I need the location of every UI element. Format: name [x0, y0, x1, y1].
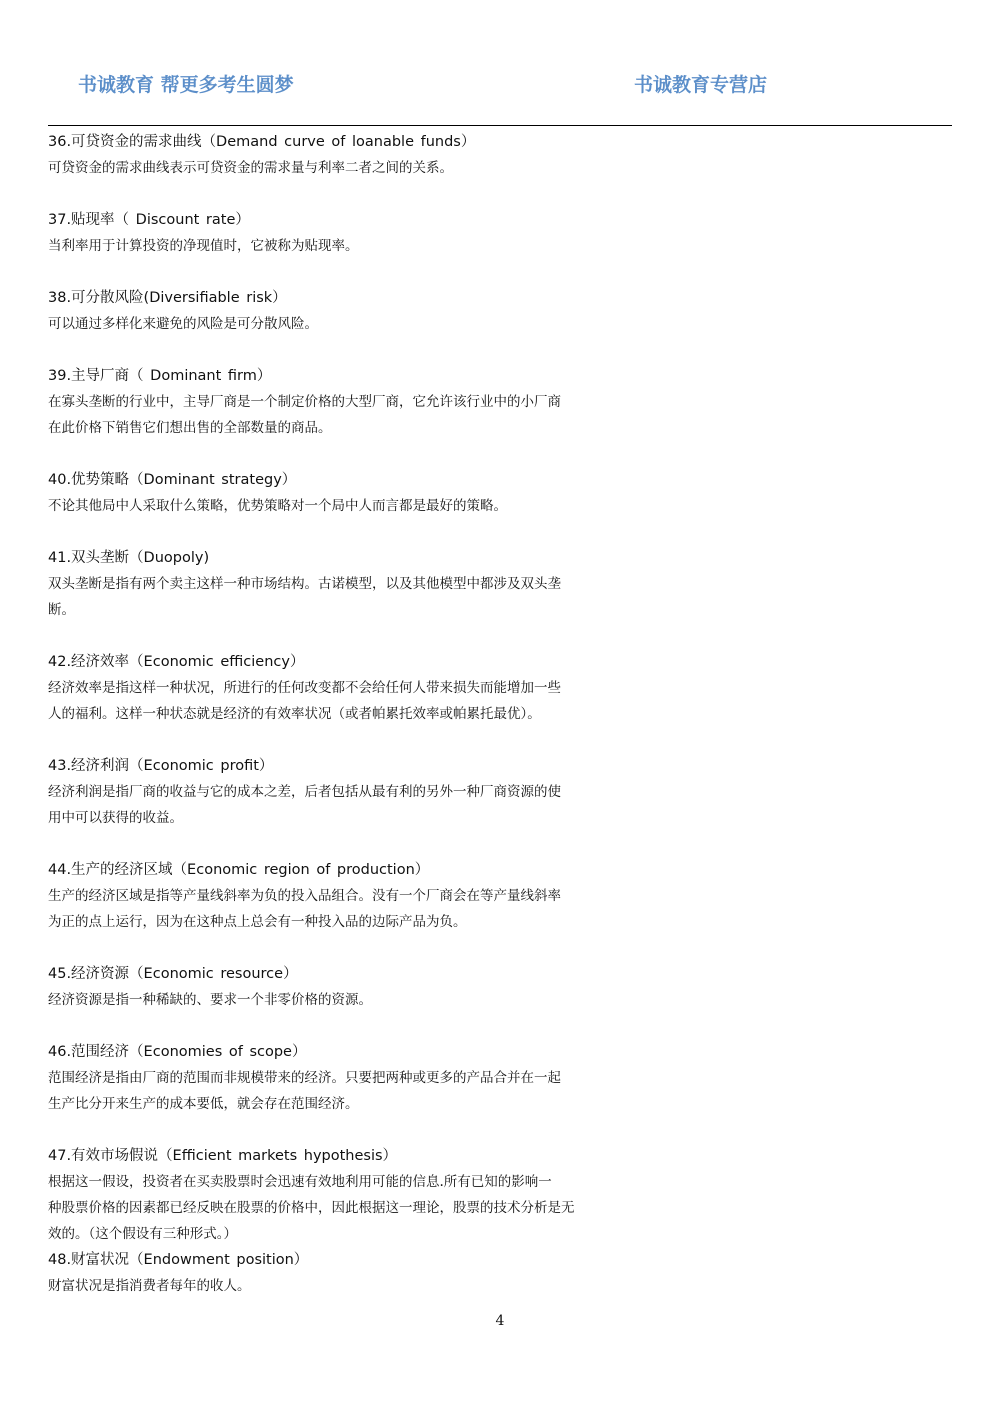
definition-line: 种股票价格的因素都已经反映在股票的价格中，因此根据这一理论，股票的技术分析是无: [48, 1200, 575, 1216]
definition-line: 在寡头垄断的行业中，主导厂商是一个制定价格的大型厂商，它允许该行业中的小厂商: [48, 394, 561, 410]
definition-line: 断。: [48, 602, 75, 618]
entry-term: 37.贴现率（ Discount rate）: [48, 212, 250, 228]
definition-line: 经济资源是指一种稀缺的、要求一个非零价格的资源。: [48, 992, 372, 1008]
page-header: [0, 70, 1000, 104]
entry-term: 43.经济利润（Economic profit）: [48, 758, 274, 774]
entry-definition: [48, 311, 648, 337]
header-divider: [48, 125, 952, 126]
definition-line: 不论其他局中人采取什么策略，优势策略对一个局中人而言都是最好的策略。: [48, 498, 507, 514]
definition-line: 效的。（这个假设有三种形式。）: [48, 1226, 237, 1242]
entry-definition: [48, 233, 648, 259]
entry-term: 38.可分散风险(Diversifiable risk）: [48, 290, 287, 306]
header-slogan: 书诚教育 帮更多考生圆梦: [78, 74, 294, 96]
entry-term: 44.生产的经济区域（Economic region of production）: [48, 862, 430, 878]
glossary-entry-45: [48, 961, 648, 1013]
glossary-entry-42: [48, 649, 648, 727]
entry-term: 42.经济效率（Economic efficiency）: [48, 654, 305, 670]
definition-line: 根据这一假设，投资者在买卖股票时会迅速有效地利用可能的信息.所有已知的影响一: [48, 1174, 552, 1190]
entry-definition: [48, 1169, 648, 1247]
entry-term: 45.经济资源（Economic resource）: [48, 966, 298, 982]
entry-definition: [48, 1065, 648, 1117]
entry-term: 41.双头垄断（Duopoly): [48, 550, 210, 566]
entry-definition: [48, 883, 648, 935]
entry-definition: [48, 571, 648, 623]
glossary-entry-39: [48, 363, 648, 441]
glossary-entry-46: [48, 1039, 648, 1117]
definition-line: 双头垄断是指有两个卖主这样一种市场结构。古诺模型，以及其他模型中都涉及双头垄: [48, 576, 561, 592]
definition-line: 经济效率是指这样一种状况，所进行的任何改变都不会给任何人带来损失而能增加一些: [48, 680, 561, 696]
definition-line: 财富状况是指消费者每年的收人。: [48, 1278, 251, 1294]
entry-term: 48.财富状况（Endowment position）: [48, 1252, 309, 1268]
glossary-entry-41: [48, 545, 648, 623]
definition-line: 生产的经济区域是指等产量线斜率为负的投入品组合。没有一个厂商会在等产量线斜率: [48, 888, 561, 904]
page-number: 4: [495, 1313, 505, 1329]
entry-definition: [48, 389, 648, 441]
definition-line: 人的福利。这样一种状态就是经济的有效率状况（或者帕累托效率或帕累托最优）。: [48, 706, 541, 722]
entry-term: 47.有效市场假说（Efficient markets hypothesis）: [48, 1148, 398, 1164]
entry-term: 46.范围经济（Economies of scope）: [48, 1044, 307, 1060]
definition-line: 可贷资金的需求曲线表示可贷资金的需求量与利率二者之间的关系。: [48, 160, 453, 176]
definition-line: 用中可以获得的收益。: [48, 810, 183, 826]
definition-line: 生产比分开来生产的成本要低，就会存在范围经济。: [48, 1096, 359, 1112]
glossary-entry-38: [48, 285, 648, 337]
definition-line: 范围经济是指由厂商的范围而非规模带来的经济。只要把两种或更多的产品合并在一起: [48, 1070, 561, 1086]
definition-line: 可以通过多样化来避免的风险是可分散风险。: [48, 316, 318, 332]
glossary-entry-47: [48, 1143, 648, 1247]
definition-line: 经济利润是指厂商的收益与它的成本之差，后者包括从最有利的另外一种厂商资源的使: [48, 784, 561, 800]
glossary-content: [48, 129, 648, 1299]
glossary-entry-43: [48, 753, 648, 831]
entry-term: 40.优势策略（Dominant strategy）: [48, 472, 297, 488]
glossary-entry-36: [48, 129, 648, 181]
glossary-entry-44: [48, 857, 648, 935]
entry-definition: [48, 1273, 648, 1299]
glossary-entry-37: [48, 207, 648, 259]
entry-definition: [48, 779, 648, 831]
entry-term: 36.可贷资金的需求曲线（Demand curve of loanable funds）: [48, 134, 476, 150]
entry-definition: [48, 493, 648, 519]
entry-term: 39.主导厂商（ Dominant firm）: [48, 368, 272, 384]
glossary-entry-48: [48, 1247, 648, 1299]
glossary-entry-40: [48, 467, 648, 519]
entry-definition: [48, 155, 648, 181]
entry-definition: [48, 987, 648, 1013]
definition-line: 当利率用于计算投资的净现值时，它被称为贴现率。: [48, 238, 359, 254]
definition-line: 在此价格下销售它们想出售的全部数量的商品。: [48, 420, 332, 436]
definition-line: 为正的点上运行，因为在这种点上总会有一种投入品的边际产品为负。: [48, 914, 467, 930]
header-store-name: 书诚教育专营店: [634, 74, 768, 96]
entry-definition: [48, 675, 648, 727]
